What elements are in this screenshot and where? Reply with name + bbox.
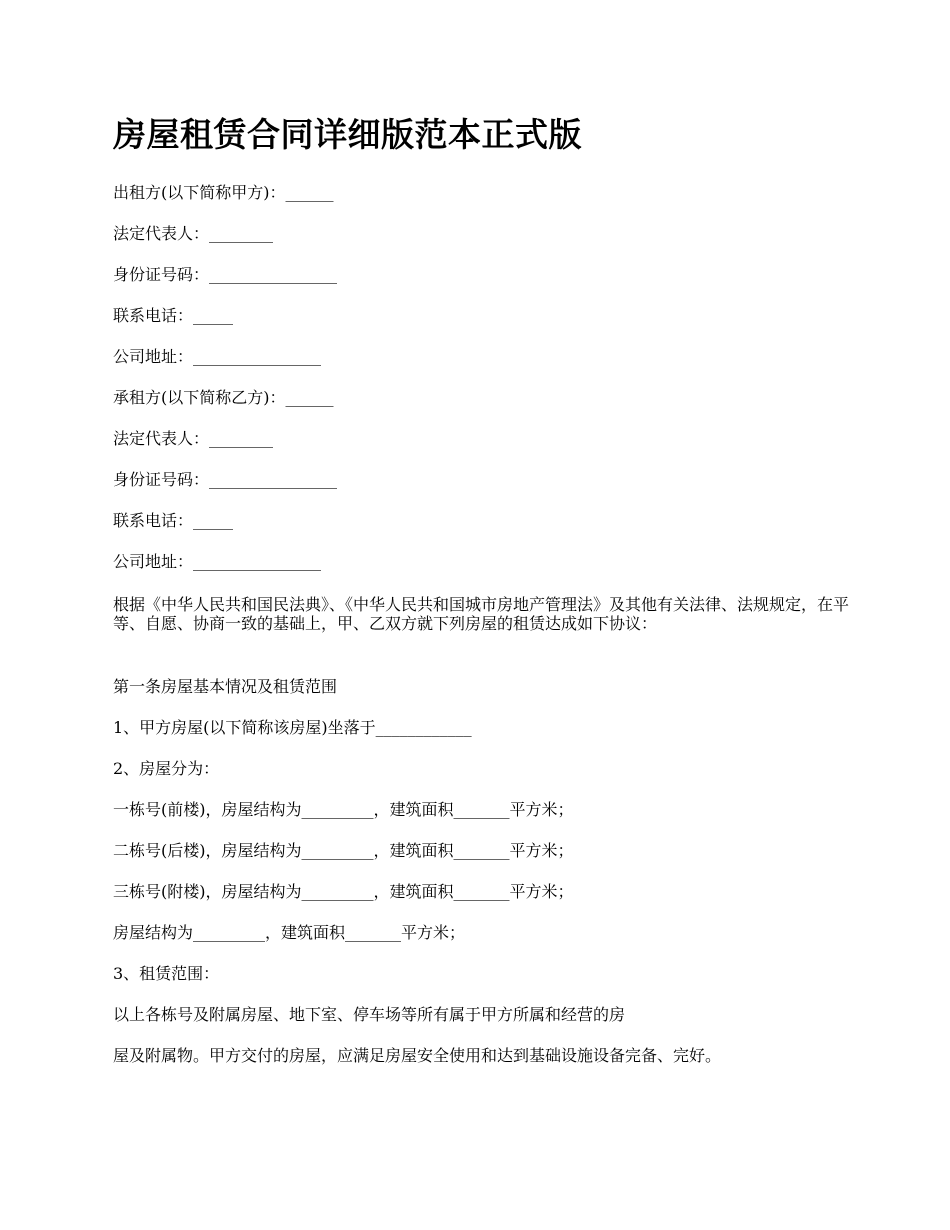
lessee-address-line: 公司地址：________________	[113, 552, 322, 571]
lessor-phone-line: 联系电话：_____	[113, 306, 234, 325]
lease-scope-heading: 3、租赁范围：	[113, 964, 220, 983]
house-division-heading: 2、房屋分为：	[113, 759, 220, 778]
lessor-name-line: 出租方(以下简称甲方)：______	[113, 183, 334, 202]
house-location-line: 1、甲方房屋(以下简称该房屋)坐落于____________	[113, 718, 472, 737]
intro-paragraph: 根据《中华人民共和国民法典》、《中华人民共和国城市房地产管理法》及其他有关法律、法规规定，在平等、自愿、协商一致的基础上，甲、乙双方就下列房屋的租赁达成如下协议：	[113, 595, 850, 633]
article-one-heading: 第一条房屋基本情况及租赁范围	[113, 677, 338, 696]
document-title: 房屋租赁合同详细版范本正式版	[113, 115, 582, 154]
building-two-line: 二栋号(后楼)，房屋结构为_________，建筑面积_______平方米；	[113, 841, 574, 860]
lessor-address-line: 公司地址：________________	[113, 347, 322, 366]
building-structure-line: 房屋结构为_________，建筑面积_______平方米；	[113, 923, 466, 942]
lease-scope-text-line-1: 以上各栋号及附属房屋、地下室、停车场等所有属于甲方所属和经营的房	[113, 1005, 626, 1024]
lessor-id-number-line: 身份证号码：________________	[113, 265, 338, 284]
lessee-legal-rep-line: 法定代表人：________	[113, 429, 274, 448]
lessor-legal-rep-line: 法定代表人：________	[113, 224, 274, 243]
lease-scope-text-line-2: 屋及附属物。甲方交付的房屋，应满足房屋安全使用和达到基础设施设备完备、完好。	[113, 1046, 722, 1065]
building-three-line: 三栋号(附楼)，房屋结构为_________，建筑面积_______平方米；	[113, 882, 574, 901]
building-one-line: 一栋号(前楼)，房屋结构为_________，建筑面积_______平方米；	[113, 800, 574, 819]
lessee-phone-line: 联系电话：_____	[113, 511, 234, 530]
lessee-name-line: 承租方(以下简称乙方)：______	[113, 388, 334, 407]
lessee-id-number-line: 身份证号码：________________	[113, 470, 338, 489]
